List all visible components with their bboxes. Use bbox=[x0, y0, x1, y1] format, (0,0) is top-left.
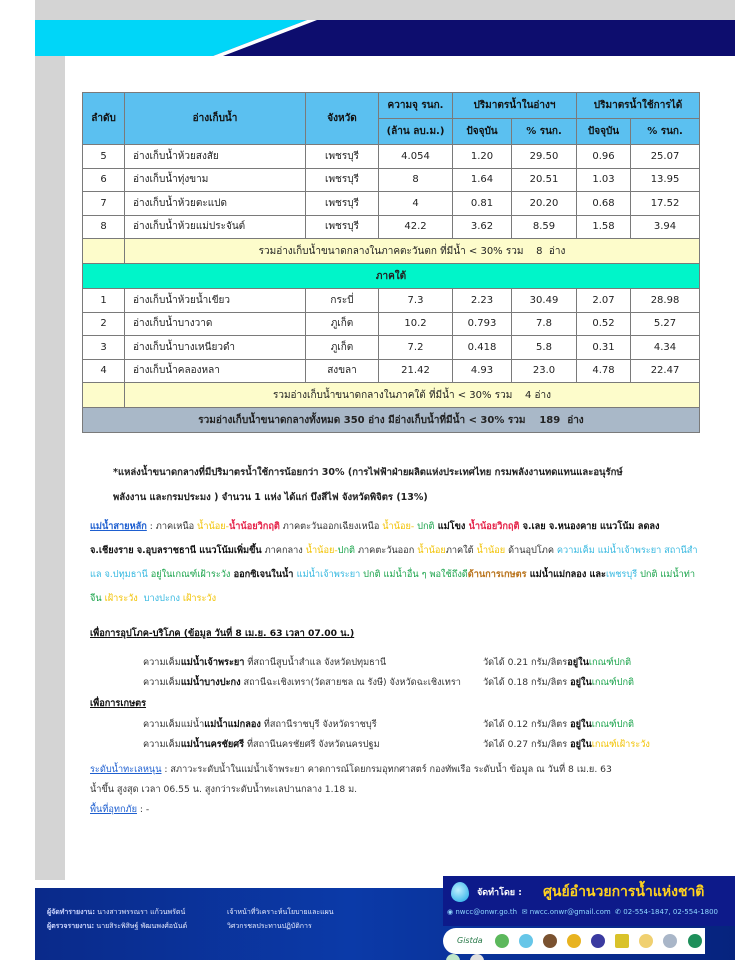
region-title: ภาคใต้ bbox=[83, 264, 700, 289]
volume-pct: 23.0 bbox=[512, 359, 577, 383]
footer bbox=[35, 884, 735, 960]
south-summary: รวมอ่างเก็บน้ำขนาดกลางในภาคใต้ ที่มีน้ำ < 30% รวม 4 อ่าง bbox=[125, 383, 700, 408]
reservoir-name: อ่างเก็บน้ำห้วยน้ำเขียว bbox=[125, 289, 306, 313]
river-name: บางปะกง bbox=[137, 593, 183, 604]
footer-authors bbox=[47, 905, 187, 933]
usable-current: 0.31 bbox=[577, 336, 631, 360]
province: เพชรบุรี bbox=[306, 192, 379, 216]
partner-logo-icon bbox=[591, 934, 605, 948]
phone-number: 02-554-1847, 02-554-1800 bbox=[623, 908, 718, 916]
col-volume-group: ปริมาตรน้ำในอ่างฯ bbox=[453, 93, 577, 119]
flood-text: : - bbox=[136, 804, 150, 815]
col-province: จังหวัด bbox=[306, 93, 379, 145]
salinity-status: เกณฑ์ปกติ bbox=[588, 657, 632, 668]
status-normal: ปกติ bbox=[414, 521, 435, 532]
reservoir-table bbox=[82, 92, 700, 433]
usable-pct: 25.07 bbox=[631, 145, 700, 169]
col-reservoir: อ่างเก็บน้ำ bbox=[125, 93, 306, 145]
status-critical: น้ำน้อยวิกฤติ bbox=[468, 521, 520, 532]
salinity-row bbox=[90, 735, 700, 755]
col-volume-current: ปัจจุบัน bbox=[453, 119, 512, 145]
globe-icon: ◉ bbox=[447, 908, 454, 916]
usable-pct: 4.34 bbox=[631, 336, 700, 360]
tide-section bbox=[90, 760, 700, 820]
status-low: น้ำน้อย bbox=[476, 545, 506, 556]
volume-pct: 5.8 bbox=[512, 336, 577, 360]
salinity-measure bbox=[483, 653, 631, 673]
in-label: อยู่ใน bbox=[570, 719, 592, 730]
region-row-south bbox=[83, 264, 700, 289]
measured-value: วัดได้ 0.12 กรัม/ลิตร bbox=[483, 719, 571, 730]
usable-pct: 22.47 bbox=[631, 359, 700, 383]
volume-pct: 20.20 bbox=[512, 192, 577, 216]
summary-text: : ภาคเหนือ bbox=[146, 521, 198, 532]
table-row bbox=[83, 168, 700, 192]
reservoir-name: อ่างเก็บน้ำห้วยแม่ประจันต์ bbox=[125, 215, 306, 239]
volume-current: 4.93 bbox=[453, 359, 512, 383]
col-volume-pct: % รนก. bbox=[512, 119, 577, 145]
status-watch: เฝ้าระวัง bbox=[182, 593, 217, 604]
table-header-row bbox=[83, 93, 700, 119]
partner-logo-icon bbox=[688, 934, 702, 948]
station-name: สถานีฉะเชิงเทรา(วัดสายชล ณ รังษี) จังหวัดฉะเชิงเทรา bbox=[240, 677, 461, 688]
reservoir-name: อ่างเก็บน้ำห้วยตะแปด bbox=[125, 192, 306, 216]
salinity-prefix: ความเค็ม bbox=[143, 657, 181, 668]
river-name: แม่น้ำแม่กลอง และ bbox=[526, 569, 606, 580]
grand-total: รวมอ่างเก็บน้ำขนาดกลางทั้งหมด 350 อ่าง มีอ่างเก็บน้ำที่มีน้ำ < 30% รวม 189 อ่าง bbox=[83, 408, 700, 433]
west-summary-row bbox=[83, 239, 700, 264]
col-capacity: ความจุ รนก. bbox=[379, 93, 453, 119]
summary-text: ด้านอุปโภค bbox=[505, 545, 557, 556]
reviewer-role: วิศวกรชลประทานปฏิบัติการ bbox=[227, 922, 312, 930]
main-rivers-title: แม่น้ำสายหลัก bbox=[90, 521, 147, 532]
partner-logo-icon bbox=[663, 934, 677, 948]
agriculture-label: ด้านการเกษตร bbox=[467, 569, 527, 580]
in-label: อยู่ใน bbox=[567, 657, 589, 668]
table-row bbox=[83, 312, 700, 336]
website-link[interactable]: nwcc@onwr.go.th bbox=[455, 908, 518, 916]
partner-logo-icon bbox=[615, 934, 629, 948]
usable-current: 4.78 bbox=[577, 359, 631, 383]
reservoir-name: อ่างเก็บน้ำคลองหลา bbox=[125, 359, 306, 383]
footer-roles bbox=[227, 905, 334, 933]
partner-logo-icon bbox=[543, 934, 557, 948]
province: เพชรบุรี bbox=[306, 145, 379, 169]
status-normal: ปกติ bbox=[363, 569, 384, 580]
salinity-prefix: ความเค็ม bbox=[143, 739, 181, 750]
email-link[interactable]: nwcc.onwr@gmail.com bbox=[529, 908, 611, 916]
usable-pct: 28.98 bbox=[631, 289, 700, 313]
tide-text-2: น้ำขึ้น สูงสุด เวลา 06.55 น. สูงกว่าระดับน้ำทะเลปานกลาง 1.18 ม. bbox=[90, 784, 358, 795]
salinity-measure bbox=[483, 735, 650, 755]
river-name: แม่น้ำเจ้าพระยา bbox=[180, 657, 245, 668]
partner-logo-icon bbox=[470, 954, 484, 960]
station-name: ที่สถานีสูบน้ำสำแล จังหวัดปทุมธานี bbox=[244, 657, 387, 668]
col-order: ลำดับ bbox=[83, 93, 125, 145]
row-number: 6 bbox=[83, 168, 125, 192]
south-summary-row bbox=[83, 383, 700, 408]
flood-title: พื้นที่อุทกภัย bbox=[90, 804, 137, 815]
summary-mekong: แม่โขง bbox=[434, 521, 469, 532]
river-name: แม่น้ำนครชัยศรี bbox=[180, 739, 245, 750]
water-drop-logo-icon bbox=[451, 882, 469, 902]
consumption-title: เพื่อการอุปโภค-บริโภค bbox=[90, 628, 181, 639]
partner-logos bbox=[443, 928, 705, 954]
table-row bbox=[83, 289, 700, 313]
river-name: แม่น้ำแม่กลอง bbox=[204, 719, 261, 730]
volume-current: 0.793 bbox=[453, 312, 512, 336]
usable-current: 1.58 bbox=[577, 215, 631, 239]
salinity-measure bbox=[483, 673, 634, 693]
capacity: 8 bbox=[379, 168, 453, 192]
salinity-prefix: ความเค็มแม่น้ำ bbox=[143, 719, 205, 730]
station-name: ที่สถานีราชบุรี จังหวัดราชบุรี bbox=[260, 719, 377, 730]
volume-pct: 8.59 bbox=[512, 215, 577, 239]
header-banner bbox=[35, 20, 735, 56]
reviewer-name: นายสิระพิสิษฐ์ พัฒนพงศ์อนันต์ bbox=[96, 922, 188, 930]
volume-current: 0.81 bbox=[453, 192, 512, 216]
col-capacity-unit: (ล้าน ลบ.ม.) bbox=[379, 119, 453, 145]
row-number: 4 bbox=[83, 359, 125, 383]
table-row bbox=[83, 336, 700, 360]
col-usable-pct: % รนก. bbox=[631, 119, 700, 145]
usable-current: 0.96 bbox=[577, 145, 631, 169]
table-row bbox=[83, 359, 700, 383]
capacity: 7.3 bbox=[379, 289, 453, 313]
agriculture-heading: เพื่อการเกษตร bbox=[90, 698, 147, 709]
volume-current: 2.23 bbox=[453, 289, 512, 313]
capacity: 21.42 bbox=[379, 359, 453, 383]
usable-pct: 17.52 bbox=[631, 192, 700, 216]
in-label: อยู่ใน bbox=[570, 739, 592, 750]
usable-pct: 3.94 bbox=[631, 215, 700, 239]
river-name: แม่น้ำบางปะกง bbox=[180, 677, 241, 688]
partner-logo-icon bbox=[446, 954, 460, 960]
measured-value: วัดได้ 0.27 กรัม/ลิตร bbox=[483, 739, 571, 750]
row-number: 5 bbox=[83, 145, 125, 169]
summary-text: ภาคตะวันออกเฉียงเหนือ bbox=[279, 521, 383, 532]
salinity-status: เกณฑ์ปกติ bbox=[591, 677, 635, 688]
contact-line bbox=[447, 908, 718, 916]
summary-mekong-detail: จ.เลย จ.หนองคาย แนวโน้ม ลดลง จ.เชียงราย จ.อุบลราชธานี แนวโน้มเพิ่มขึ้น bbox=[90, 521, 660, 556]
capacity: 4.054 bbox=[379, 145, 453, 169]
usable-current: 0.52 bbox=[577, 312, 631, 336]
col-usable-group: ปริมาตรน้ำใช้การได้ bbox=[577, 93, 700, 119]
footnote-line-2: พลังงาน และกรมประมง ) จำนวน 1 แห่ง ได้แก่ บึงสีไฟ จังหวัดพิจิตร (13%) bbox=[113, 492, 428, 503]
river-name: แม่น้ำเจ้าพระยา bbox=[296, 569, 364, 580]
salinity-status: เกณฑ์ปกติ bbox=[591, 719, 635, 730]
volume-current: 1.20 bbox=[453, 145, 512, 169]
summary-text: ภาคใต้ bbox=[445, 545, 477, 556]
partner-logo-icon bbox=[639, 934, 653, 948]
volume-current: 3.62 bbox=[453, 215, 512, 239]
status-normal: ปกติ แม่น้ำท่าจีน bbox=[90, 569, 695, 604]
page-left-border bbox=[35, 0, 65, 960]
reservoir-name: อ่างเก็บน้ำบางเหนียวดำ bbox=[125, 336, 306, 360]
status-watch: เฝ้าระวัง bbox=[104, 593, 138, 604]
row-number: 8 bbox=[83, 215, 125, 239]
usable-current: 2.07 bbox=[577, 289, 631, 313]
status-watch: อยู่ในเกณฑ์เฝ้าระวัง bbox=[150, 569, 231, 580]
reporter-name: นางสาวพรรณรา แก้วนพรัตน์ bbox=[97, 908, 186, 916]
reservoir-name: อ่างเก็บน้ำทุ่งขาม bbox=[125, 168, 306, 192]
in-label: อยู่ใน bbox=[570, 677, 592, 688]
other-rivers: แม่น้ำอื่น ๆ พอใช้ถึงดี bbox=[383, 569, 468, 580]
status-critical: น้ำน้อยวิกฤติ bbox=[228, 521, 280, 532]
summary-text: ภาคกลาง bbox=[261, 545, 306, 556]
capacity: 7.2 bbox=[379, 336, 453, 360]
province: ภูเก็ต bbox=[306, 312, 379, 336]
province: กระบี่ bbox=[306, 289, 379, 313]
status-low: น้ำน้อย- bbox=[197, 521, 229, 532]
usable-pct: 13.95 bbox=[631, 168, 700, 192]
salinity-location bbox=[143, 715, 377, 735]
south-rows bbox=[83, 289, 700, 383]
status-low: น้ำน้อย- bbox=[382, 521, 415, 532]
salinity-text: ความเค็ม แม่น้ำเจ้าพระยา สถานีสำแล จ.ปทุมธานี bbox=[90, 545, 698, 580]
footnote bbox=[113, 460, 713, 510]
salinity-measure bbox=[483, 715, 634, 735]
volume-pct: 20.51 bbox=[512, 168, 577, 192]
footnote-line-1: *แหล่งน้ำขนาดกลางที่มีปริมาตรน้ำใช้การน้อยกว่า 30% (การไฟฟ้าฝ่ายผลิตแห่งประเทศไทย กรมพลังงานทดแทนและอนุรักษ์ bbox=[113, 467, 623, 478]
salinity-row bbox=[90, 715, 700, 735]
table-row bbox=[83, 192, 700, 216]
province: สงขลา bbox=[306, 359, 379, 383]
capacity: 42.2 bbox=[379, 215, 453, 239]
volume-current: 0.418 bbox=[453, 336, 512, 360]
reporter-role: เจ้าหน้าที่วิเคราะห์นโยบายและแผน bbox=[227, 908, 334, 916]
table-row bbox=[83, 215, 700, 239]
salinity-location bbox=[143, 673, 461, 693]
status-low: น้ำน้อย- bbox=[305, 545, 338, 556]
org-name: ศูนย์อำนวยการน้ำแห่งชาติ bbox=[543, 884, 705, 900]
partner-logo-icon bbox=[519, 934, 533, 948]
tide-text: : สภาวะระดับน้ำในแม่น้ำเจ้าพระยา คาดการณ์โดยกรมอุทกศาสตร์ กองทัพเรือ ระดับน้ำ ข้อมูล ณ วันที่ 8 เม.ย. 63 bbox=[161, 764, 612, 775]
reservoir-name: อ่างเก็บน้ำห้วยสงสัย bbox=[125, 145, 306, 169]
salinity-row bbox=[90, 653, 700, 673]
main-rivers-summary bbox=[90, 515, 700, 611]
oxygen-label: ออกซิเจนในน้ำ bbox=[230, 569, 297, 580]
west-summary: รวมอ่างเก็บน้ำขนาดกลางในภาคตะวันตก ที่มีน้ำ < 30% รวม 8 อ่าง bbox=[125, 239, 700, 264]
salinity-section bbox=[90, 623, 700, 755]
usable-current: 0.68 bbox=[577, 192, 631, 216]
reporter-label: ผู้จัดทำรายงาน: bbox=[47, 908, 96, 916]
station-name: ที่สถานีนครชัยศรี จังหวัดนครปฐม bbox=[244, 739, 380, 750]
river-name: เพชรบุรี bbox=[606, 569, 641, 580]
grand-total-row bbox=[83, 408, 700, 433]
capacity: 4 bbox=[379, 192, 453, 216]
volume-current: 1.64 bbox=[453, 168, 512, 192]
salinity-prefix: ความเค็ม bbox=[143, 677, 181, 688]
data-date: (ข้อมูล วันที่ 8 เม.ย. 63 เวลา 07.00 น.) bbox=[180, 628, 355, 639]
summary-text: ภาคตะวันออก bbox=[355, 545, 418, 556]
org-banner bbox=[443, 876, 735, 926]
measured-value: วัดได้ 0.18 กรัม/ลิตร bbox=[483, 677, 571, 688]
salinity-location bbox=[143, 653, 386, 673]
volume-pct: 7.8 bbox=[512, 312, 577, 336]
west-rows bbox=[83, 145, 700, 239]
province: เพชรบุรี bbox=[306, 215, 379, 239]
consumption-heading bbox=[90, 623, 700, 645]
capacity: 10.2 bbox=[379, 312, 453, 336]
row-number: 1 bbox=[83, 289, 125, 313]
province: เพชรบุรี bbox=[306, 168, 379, 192]
summary-empty-cell bbox=[83, 383, 125, 408]
gistda-logo: Gistda bbox=[457, 936, 483, 945]
salinity-row bbox=[90, 673, 700, 693]
table-row bbox=[83, 145, 700, 169]
phone-icon: ✆ bbox=[615, 908, 622, 916]
salinity-status: เกณฑ์เฝ้าระวัง bbox=[591, 739, 650, 750]
by-label: จัดทำโดย : bbox=[477, 888, 522, 898]
volume-pct: 29.50 bbox=[512, 145, 577, 169]
province: ภูเก็ต bbox=[306, 336, 379, 360]
status-normal: ปกติ bbox=[337, 545, 356, 556]
tide-title: ระดับน้ำทะเลหนุน bbox=[90, 764, 162, 775]
col-usable-current: ปัจจุบัน bbox=[577, 119, 631, 145]
row-number: 7 bbox=[83, 192, 125, 216]
row-number: 3 bbox=[83, 336, 125, 360]
salinity-location bbox=[143, 735, 380, 755]
page-top-border bbox=[35, 0, 735, 20]
row-number: 2 bbox=[83, 312, 125, 336]
partner-logo-icon bbox=[495, 934, 509, 948]
partner-logo-icon bbox=[567, 934, 581, 948]
volume-pct: 30.49 bbox=[512, 289, 577, 313]
reviewer-label: ผู้ตรวจรายงาน: bbox=[47, 922, 95, 930]
mail-icon: ✉ bbox=[521, 908, 528, 916]
summary-empty-cell bbox=[83, 239, 125, 264]
usable-current: 1.03 bbox=[577, 168, 631, 192]
status-low: น้ำน้อย bbox=[417, 545, 446, 556]
measured-value: วัดได้ 0.21 กรัม/ลิตร bbox=[483, 657, 568, 668]
usable-pct: 5.27 bbox=[631, 312, 700, 336]
reservoir-name: อ่างเก็บน้ำบางวาด bbox=[125, 312, 306, 336]
